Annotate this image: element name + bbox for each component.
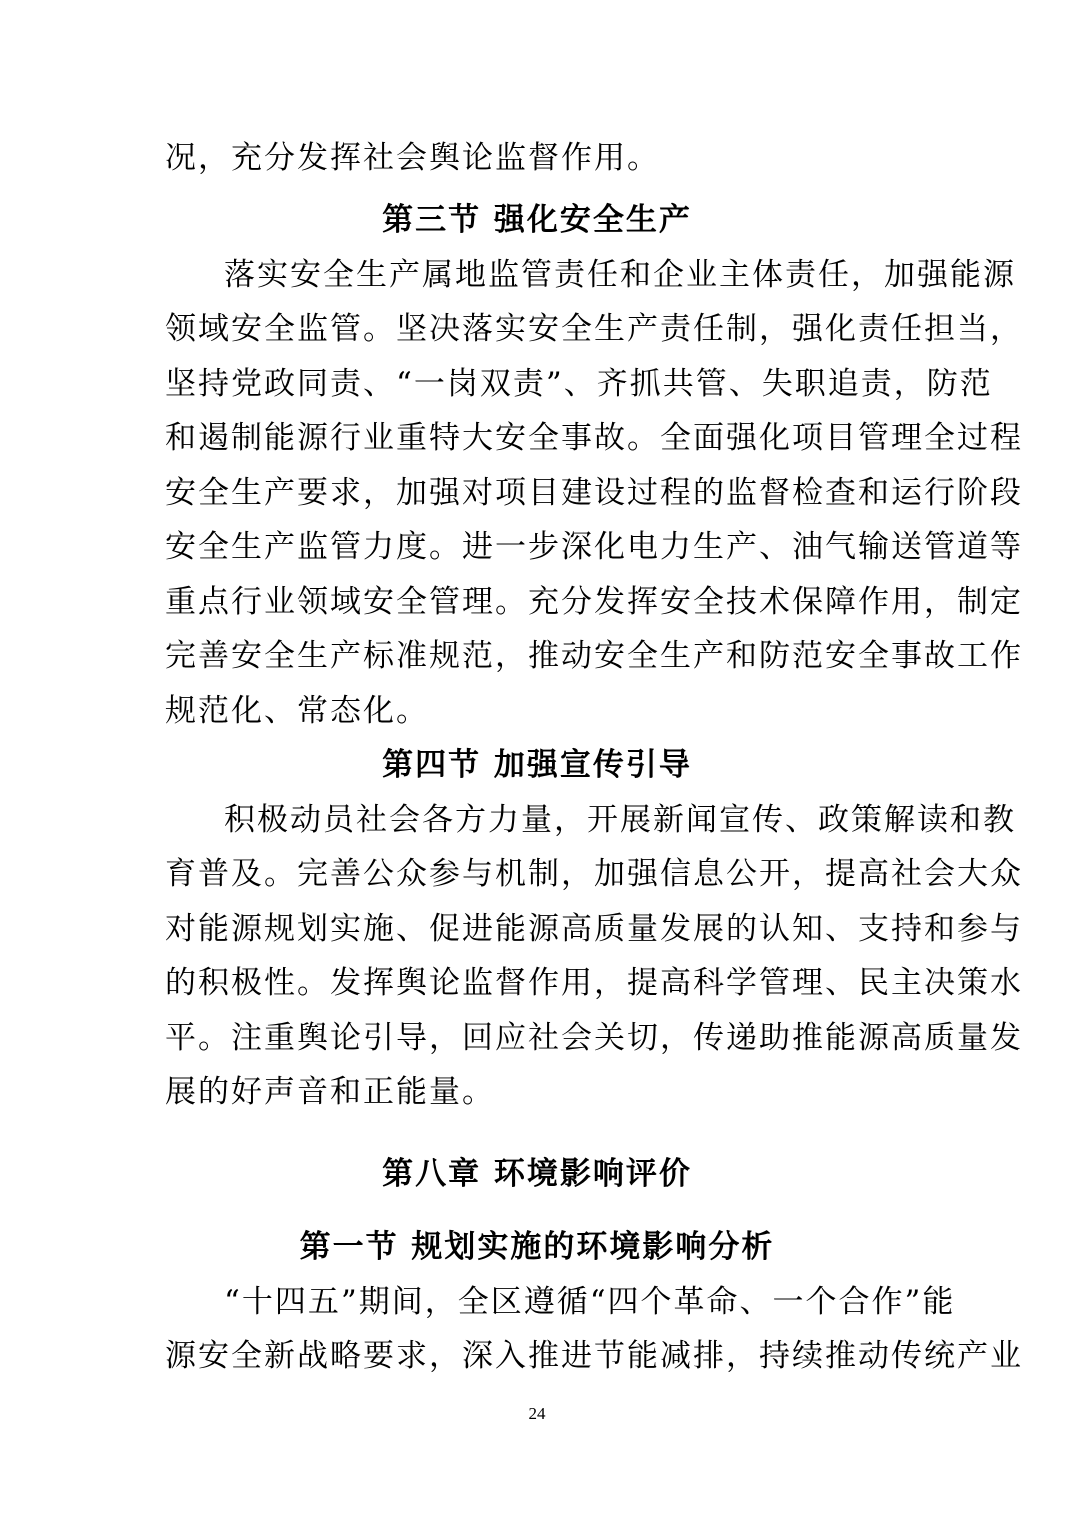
section3-line-9: 规范化、常态化。 <box>165 693 429 729</box>
section4-line-5: 平。注重舆论引导，回应社会关切，传递助推能源高质量发 <box>165 1020 1023 1056</box>
section3-line-7: 重点行业领域安全管理。充分发挥安全技术保障作用，制定 <box>165 584 1023 620</box>
section4-line-4: 的积极性。发挥舆论监督作用，提高科学管理、民主决策水 <box>165 965 1023 1001</box>
section3-line-5: 安全生产要求，加强对项目建设过程的监督检查和运行阶段 <box>165 475 1023 511</box>
section3-line-1: 落实安全生产属地监管责任和企业主体责任，加强能源 <box>224 257 1016 293</box>
chapter8-section1-line-2: 源安全新战略要求，深入推进节能减排，持续推动传统产业 <box>165 1338 1023 1374</box>
section3-line-6: 安全生产监管力度。进一步深化电力生产、油气输送管道等 <box>165 529 1023 565</box>
section3-line-8: 完善安全生产标准规范，推动安全生产和防范安全事故工作 <box>165 638 1023 674</box>
section4-line-6: 展的好声音和正能量。 <box>165 1074 495 1110</box>
section3-line-2: 领域安全监管。坚决落实安全生产责任制，强化责任担当， <box>165 311 1023 347</box>
section4-line-3: 对能源规划实施、促进能源高质量发展的认知、支持和参与 <box>165 911 1023 947</box>
page-number: 24 <box>528 1404 546 1423</box>
section4-title: 第四节 加强宣传引导 <box>382 747 692 783</box>
chapter8-section1-title: 第一节 规划实施的环境影响分析 <box>299 1229 775 1265</box>
section3-line-3: 坚持党政同责、“一岗双责”、齐抓共管、失职追责，防范 <box>165 366 993 402</box>
section3-line-4: 和遏制能源行业重特大安全事故。全面强化项目管理全过程 <box>165 420 1023 456</box>
section4-line-1: 积极动员社会各方力量，开展新闻宣传、政策解读和教 <box>224 802 1016 838</box>
intro-tail-line: 况，充分发挥社会舆论监督作用。 <box>165 140 660 176</box>
chapter8-title: 第八章 环境影响评价 <box>382 1156 692 1192</box>
section4-line-2: 育普及。完善公众参与机制，加强信息公开，提高社会大众 <box>165 856 1023 892</box>
chapter8-section1-line-1: “十四五”期间，全区遵循“四个革命、一个合作”能 <box>224 1284 956 1320</box>
section3-title: 第三节 强化安全生产 <box>382 202 692 238</box>
